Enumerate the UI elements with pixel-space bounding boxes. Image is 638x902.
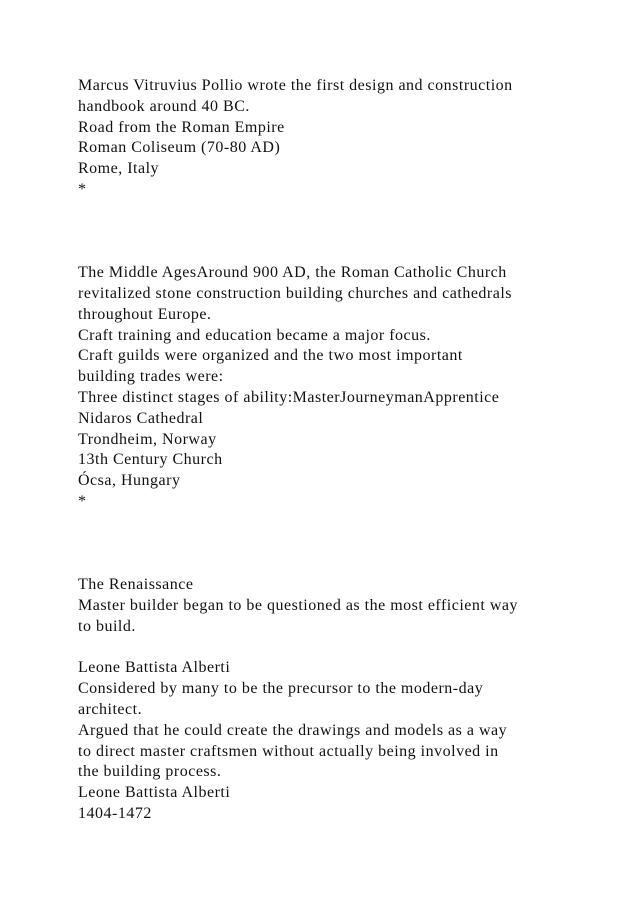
blank-line — [78, 242, 618, 263]
blank-line — [78, 638, 618, 659]
blank-line — [78, 222, 618, 243]
text-line: the building process. — [78, 763, 222, 781]
document-text — [78, 76, 618, 825]
text-line: The Renaissance — [78, 576, 194, 594]
text-line: Road from the Roman Empire — [78, 118, 285, 136]
text-line: * — [78, 180, 87, 198]
text-line: Craft training and education became a major focus. — [78, 326, 431, 344]
text-line: Master builder began to be questioned as the most efficient way — [78, 596, 518, 614]
text-line: building trades were: — [78, 368, 224, 386]
text-line: throughout Europe. — [78, 305, 212, 323]
text-line: The Middle AgesAround 900 AD, the Roman Catholic Church — [78, 264, 507, 282]
text-line: * — [78, 492, 87, 510]
text-line: Leone Battista Alberti — [78, 784, 231, 802]
text-line: Roman Coliseum (70-80 AD) — [78, 139, 281, 157]
text-line: to build. — [78, 617, 136, 635]
text-line: Argued that he could create the drawings and models as a way — [78, 721, 508, 739]
text-line: Craft guilds were organized and the two most important — [78, 347, 463, 365]
text-line: to direct master craftsmen without actually being involved in — [78, 742, 499, 760]
text-line: handbook around 40 BC. — [78, 97, 250, 115]
text-line: Trondheim, Norway — [78, 430, 217, 448]
text-line: Nidaros Cathedral — [78, 409, 204, 427]
text-line: 13th Century Church — [78, 451, 223, 469]
text-line: 1404-1472 — [78, 804, 152, 822]
text-line: Considered by many to be the precursor to the modern-day — [78, 680, 484, 698]
blank-line — [78, 554, 618, 575]
blank-line — [78, 201, 618, 222]
text-line: revitalized stone construction building churches and cathedrals — [78, 284, 513, 302]
blank-line — [78, 534, 618, 555]
text-line: Ócsa, Hungary — [78, 472, 181, 490]
text-line: Leone Battista Alberti — [78, 659, 231, 677]
text-line: Rome, Italy — [78, 160, 160, 178]
text-line: Three distinct stages of ability:MasterJourneymanApprentice — [78, 388, 500, 406]
blank-line — [78, 513, 618, 534]
text-line: Marcus Vitruvius Pollio wrote the first design and construction — [78, 77, 513, 94]
text-line: architect. — [78, 700, 143, 718]
